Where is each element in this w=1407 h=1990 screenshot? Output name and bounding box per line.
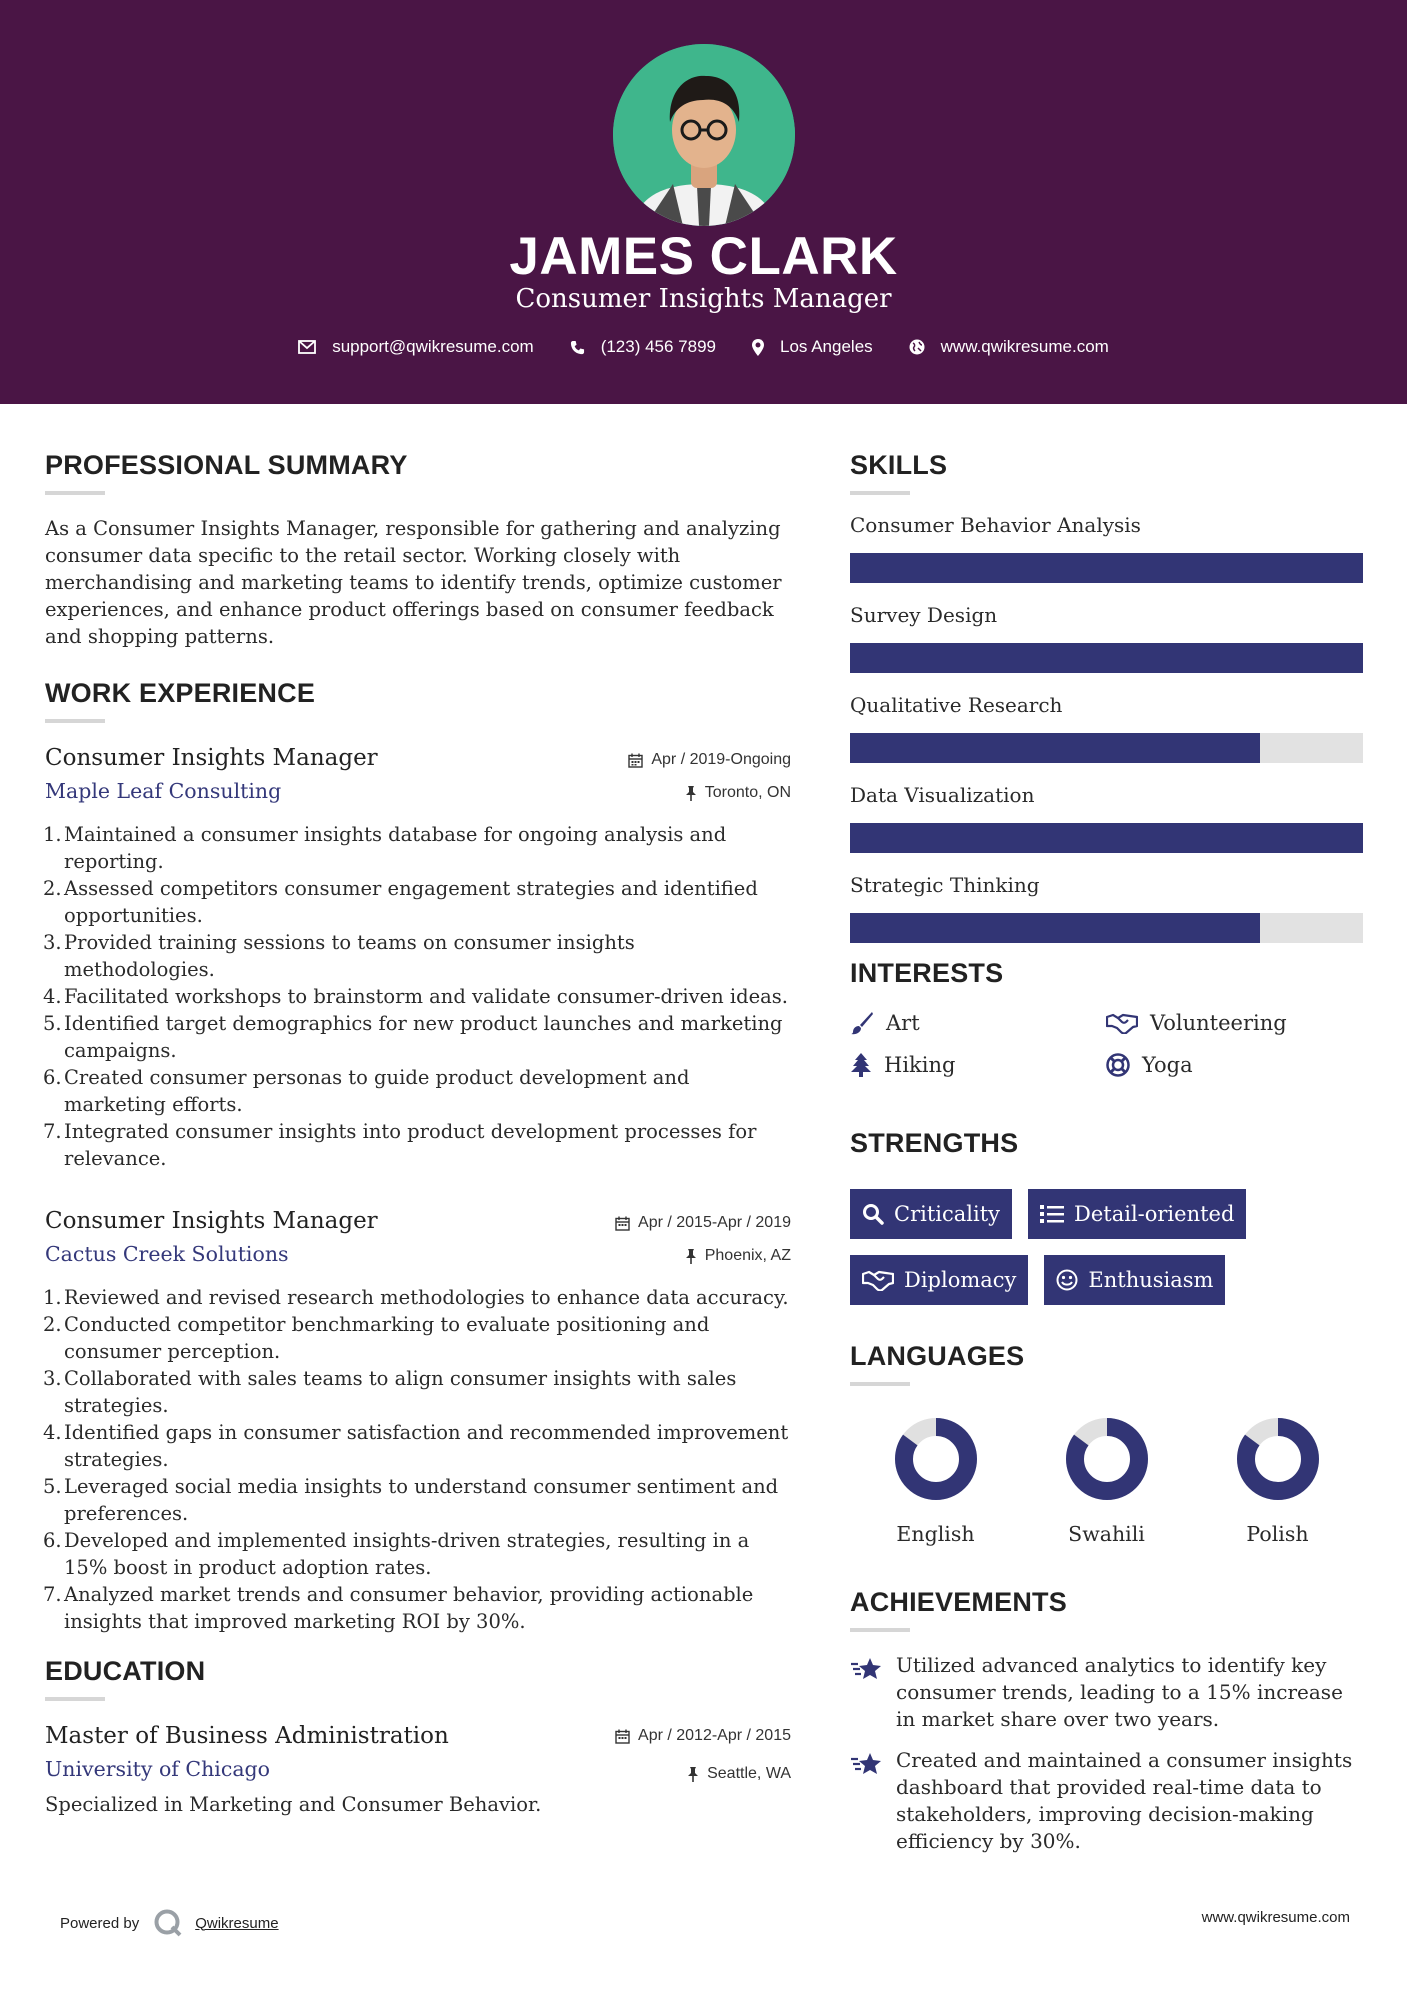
shooting-star-icon [850, 1656, 882, 1682]
interest-label: Hiking [884, 1053, 956, 1077]
section-title-skills: SKILLS [850, 450, 948, 480]
achievement-item [850, 1652, 1365, 1733]
paint-brush-icon [850, 1011, 874, 1035]
interest-item [850, 1053, 1106, 1077]
list-item: 2. Assessed competitors consumer engagement strategies and identified opportunities. [43, 877, 758, 927]
skills-section [850, 450, 1365, 943]
contact-location [752, 337, 873, 357]
contact-location-text: Los Angeles [780, 337, 873, 356]
skill-name: Data Visualization [850, 783, 1035, 807]
section-divider [850, 1628, 910, 1632]
strength-label: Diplomacy [904, 1268, 1017, 1292]
section-title-achievements: ACHIEVEMENTS [850, 1587, 1067, 1617]
skill-bar [850, 553, 1363, 583]
section-divider [850, 491, 910, 495]
job-bullets [45, 821, 791, 1172]
pushpin-icon [685, 1249, 697, 1264]
job-location-text: Phoenix, AZ [704, 1247, 791, 1264]
section-title-strengths: STRENGTHS [850, 1128, 1019, 1158]
skill-item [850, 693, 1365, 763]
shooting-star-icon [850, 1751, 882, 1777]
language-item [1021, 1416, 1192, 1546]
contact-email-text: support@qwikresume.com [332, 337, 534, 356]
contact-bar [0, 337, 1407, 357]
list-item: 4. Facilitated workshops to brainstorm and validate consumer-driven ideas. [43, 985, 788, 1008]
list-item: 2. Conducted competitor benchmarking to evaluate positioning and consumer perception. [43, 1313, 710, 1363]
skill-item [850, 513, 1365, 583]
strength-label: Enthusiasm [1088, 1268, 1214, 1292]
contact-website-text: www.qwikresume.com [940, 337, 1109, 356]
job-dates [615, 1214, 791, 1232]
globe-icon [909, 339, 925, 355]
interests-section [850, 958, 1365, 1077]
pushpin-icon [685, 786, 697, 801]
list-item: 5. Identified target demographics for new product launches and marketing campaigns. [43, 1012, 783, 1062]
resume-header [0, 0, 1407, 404]
strength-badge [850, 1255, 1028, 1305]
language-donut [1235, 1416, 1321, 1502]
page-footer [60, 1900, 1350, 1940]
job-company: Cactus Creek Solutions [45, 1242, 289, 1266]
list-item: 6. Developed and implemented insights-driven strategies, resulting in a 15% boost in product adoption rates. [43, 1529, 750, 1579]
interests-list [850, 1011, 1365, 1077]
strength-badge [1028, 1189, 1246, 1239]
section-title-education: EDUCATION [45, 1656, 206, 1686]
contact-email[interactable] [298, 337, 534, 357]
person-portrait-icon [613, 44, 795, 226]
interest-label: Yoga [1142, 1053, 1193, 1077]
education-section [45, 1656, 791, 1818]
skill-bar-fill [850, 823, 1363, 853]
skill-bar-fill [850, 643, 1363, 673]
section-title-languages: LANGUAGES [850, 1341, 1025, 1371]
powered-by [60, 1908, 279, 1938]
job-location-text: Toronto, ON [704, 784, 791, 801]
section-divider [45, 491, 105, 495]
skill-name: Qualitative Research [850, 693, 1063, 717]
language-name: Polish [1246, 1522, 1309, 1546]
handshake-icon [862, 1269, 894, 1291]
language-name: Swahili [1068, 1522, 1145, 1546]
calendar-icon [615, 1216, 630, 1231]
smile-icon [1056, 1269, 1078, 1291]
list-item: 7. Integrated consumer insights into product development processes for relevance. [43, 1120, 757, 1170]
calendar-icon [628, 753, 643, 768]
candidate-name: JAMES CLARK [509, 227, 898, 286]
education-dates-text: Apr / 2012-Apr / 2015 [638, 1727, 791, 1744]
list-item: 3. Collaborated with sales teams to align consumer insights with sales strategies. [43, 1367, 737, 1417]
skill-bar-fill [850, 913, 1260, 943]
skill-name: Strategic Thinking [850, 873, 1040, 897]
skill-bar [850, 733, 1363, 763]
skill-bar [850, 913, 1363, 943]
section-divider [45, 1697, 105, 1701]
handshake-icon [1106, 1012, 1138, 1034]
languages-list [850, 1416, 1365, 1546]
skill-bar [850, 643, 1363, 673]
interest-item [850, 1011, 1106, 1035]
summary-section [45, 450, 791, 650]
envelope-icon [298, 340, 316, 354]
strengths-list [850, 1189, 1365, 1305]
job-location [685, 1247, 791, 1265]
education-entry [45, 1723, 791, 1818]
job-entry [45, 745, 791, 1172]
education-description: Specialized in Marketing and Consumer Behavior. [45, 1793, 542, 1816]
skill-item [850, 603, 1365, 673]
languages-section [850, 1341, 1365, 1546]
calendar-icon [615, 1729, 630, 1744]
map-marker-icon [752, 339, 764, 356]
job-dates [628, 751, 791, 769]
brand-link[interactable]: Qwikresume [195, 1914, 279, 1932]
skill-bar-fill [850, 553, 1363, 583]
interest-item [1106, 1011, 1362, 1035]
tree-icon [850, 1053, 872, 1077]
interest-label: Art [886, 1011, 920, 1035]
candidate-title: Consumer Insights Manager [515, 284, 892, 314]
strengths-section [850, 1128, 1365, 1305]
job-entry [45, 1208, 791, 1635]
contact-phone-text: (123) 456 7899 [600, 337, 717, 356]
language-donut [893, 1416, 979, 1502]
qwikresume-logo-icon [153, 1908, 183, 1938]
summary-text: As a Consumer Insights Manager, responsible for gathering and analyzing consumer data specific to the retail sector. Working closely with merchandising and marketing teams to identify trends, optimize customer experiences, and enhance product offerings based on consumer feedback and shopping patterns. [45, 517, 782, 648]
section-divider [45, 719, 105, 723]
education-dates [615, 1727, 791, 1745]
interest-label: Volunteering [1150, 1011, 1287, 1035]
education-location-text: Seattle, WA [707, 1765, 791, 1782]
list-item: 6. Created consumer personas to guide product development and marketing efforts. [43, 1066, 690, 1116]
skill-name: Survey Design [850, 603, 998, 627]
education-location [687, 1765, 791, 1783]
powered-by-text: Powered by [60, 1914, 140, 1932]
achievement-item [850, 1747, 1365, 1855]
skill-name: Consumer Behavior Analysis [850, 513, 1141, 537]
job-dates-text: Apr / 2015-Apr / 2019 [638, 1214, 791, 1231]
section-title-interests: INTERESTS [850, 958, 1004, 988]
list-item: 4. Identified gaps in consumer satisfaction and recommended improvement strategies. [43, 1421, 789, 1471]
job-company: Maple Leaf Consulting [45, 779, 282, 803]
footer-website[interactable]: www.qwikresume.com [1201, 1909, 1350, 1926]
strength-label: Detail-oriented [1074, 1202, 1235, 1226]
pushpin-icon [687, 1767, 699, 1782]
degree-title: Master of Business Administration [45, 1723, 449, 1749]
profile-photo [613, 44, 795, 226]
job-location [685, 784, 791, 802]
list-item: 3. Provided training sessions to teams on consumer insights methodologies. [43, 931, 635, 981]
list-item: 1. Reviewed and revised research methodologies to enhance data accuracy. [43, 1286, 789, 1309]
job-bullets [45, 1284, 791, 1635]
skill-item [850, 873, 1365, 943]
section-title-summary: PROFESSIONAL SUMMARY [45, 450, 408, 480]
language-name: English [896, 1522, 975, 1546]
list-item: 1. Maintained a consumer insights database for ongoing analysis and reporting. [43, 823, 727, 873]
section-title-experience: WORK EXPERIENCE [45, 678, 316, 708]
achievement-text: Created and maintained a consumer insights dashboard that provided real-time data to stakeholders, improving decision-making efficiency by 30%. [896, 1748, 1353, 1853]
experience-section [45, 678, 791, 1635]
job-title: Consumer Insights Manager [45, 1208, 378, 1234]
strength-badge [1044, 1255, 1225, 1305]
list-icon [1040, 1204, 1064, 1224]
interest-item [1106, 1053, 1362, 1077]
strength-label: Criticality [894, 1202, 1000, 1226]
phone-icon [570, 340, 585, 355]
contact-website[interactable] [909, 337, 1109, 357]
skill-item [850, 783, 1365, 853]
job-title: Consumer Insights Manager [45, 745, 378, 771]
language-item [1192, 1416, 1363, 1546]
school-name: University of Chicago [45, 1757, 271, 1781]
skill-bar-fill [850, 733, 1260, 763]
achievement-text: Utilized advanced analytics to identify key consumer trends, leading to a 15% increase in market share over two years. [896, 1653, 1343, 1731]
language-donut [1064, 1416, 1150, 1502]
skill-bar [850, 823, 1363, 853]
search-icon [862, 1203, 884, 1225]
list-item: 7. Analyzed market trends and consumer behavior, providing actionable insights that improved marketing ROI by 30%. [43, 1583, 754, 1633]
job-dates-text: Apr / 2019-Ongoing [651, 751, 791, 768]
achievements-section [850, 1587, 1365, 1855]
strength-badge [850, 1189, 1012, 1239]
contact-phone[interactable] [570, 337, 716, 357]
life-ring-icon [1106, 1053, 1130, 1077]
section-divider [850, 1382, 910, 1386]
list-item: 5. Leveraged social media insights to understand consumer sentiment and preferences. [43, 1475, 779, 1525]
language-item [850, 1416, 1021, 1546]
skills-list [850, 513, 1365, 943]
